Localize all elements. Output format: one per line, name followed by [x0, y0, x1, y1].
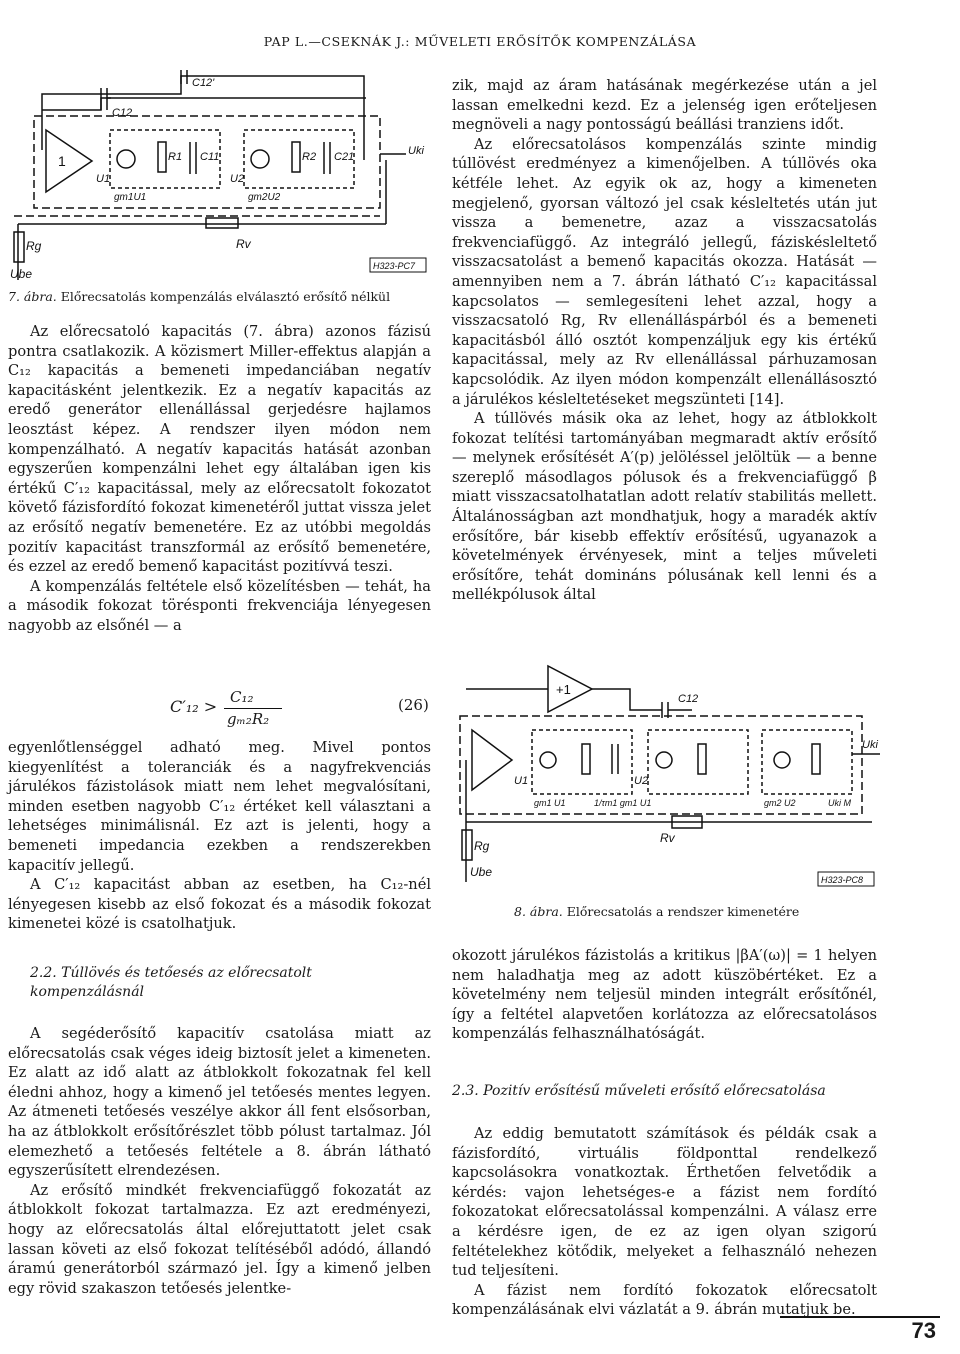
svg-text:R2: R2 — [302, 151, 317, 163]
paragraph: Az erősítő mindkét frekvenciafüggő fokozatát az átblokkolt fokozat tartalmazza. Ez azt eredményezi, hogy az előrecsatolás által előrejuttatott jelet csak lassan követi az első fokozat telítéséből adódó, állandó áramú generátorból származó jel. Így a kimenő jelben egy rövid szakaszon tetőesés jelentke- — [8, 1181, 431, 1297]
paragraph: A C′₁₂ kapacitást abban az esetben, ha C₁₂-nél lényegesen kisebb az első fokozat és a második fokozat kimenetei közé is csatolhatjuk. — [8, 876, 431, 933]
paragraph: Az eddig bemutatott számítások és példák csak a fázisfordító, virtuális földponttal rendelkező kapcsolásokra vonatkoztak. Érthetően felvetődik a kérdés: vajon lehetséges-e a fázist nem fordító fokozatokat előrecsatolással kompenzálni. A válasz erre a kérdésre igen, de ez az igen olyan szigorú feltételekhez kötődik, melyeket a felhasználó nehezen tud teljesíteni. — [452, 1125, 877, 1280]
svg-text:C12': C12' — [192, 77, 215, 89]
figure-7-caption — [8, 289, 390, 304]
svg-text:R1: R1 — [168, 151, 183, 163]
figure-7-number: 7. ábra. — [8, 289, 57, 304]
figure-8-number: 8. ábra. — [514, 904, 563, 919]
svg-text:Rg: Rg — [26, 239, 42, 253]
svg-text:1/τm1 gm1 U1: 1/τm1 gm1 U1 — [594, 798, 652, 808]
svg-text:Ube: Ube — [10, 267, 33, 281]
svg-text:H323-PC8: H323-PC8 — [821, 875, 864, 885]
left-column-middle — [8, 738, 431, 934]
paragraph: Az előrecsatolásos kompenzálás szinte mindig túllövést eredményez a kimenőjelben. A túllövés oka kétféle lehet. Az egyik ok az, hogy a kimeneten megjelenő, gyorsan változó jel csak késleltetés után jut vissza a bemenetre, azaz a visszacsatolás frekvenciafüggő. Az integráló jellegű, fáziskésleltető visszacsatolást a bemenő kapacitás okozza. Hatását — amennyiben nem a 7. ábrán látható C′₁₂ kapacitással kapcsolatos — semlegesíteni lehet azzal, hogy a visszacsatoló Rg, Rv ellenálláspárból és a bemeneti kapacitásból álló osztót kompenzáljuk egy kis értékű kapacitással, mely az Rv ellenállással párhuzamosan kapcsolódik. Az ilyen módon kompenzált ellenállásosztó a járulékos késleltetéseket megszünteti [14]. — [452, 135, 877, 408]
svg-text:gm1U1: gm1U1 — [114, 192, 147, 203]
figure-7-schematic — [6, 70, 430, 282]
svg-text:C11: C11 — [200, 151, 220, 163]
paragraph: A kompenzálás feltétele első közelítésben — tehát, ha a második fokozat törésponti frekvenciája lényegesen nagyobb az elsőnél — a — [8, 577, 431, 634]
svg-text:C12: C12 — [112, 107, 133, 119]
paragraph: egyenlőtlenséggel adható meg. Mivel pontos kiegyenlítést a toleranciák és a nagyfrekvenciás járulékos fázistolások miatt nem lehet megvalósítani, minden esetben nagyobb C′₁₂ értéket kell választani a lehetséges minimálisnál. Ez azt is jelenti, hogy a bemeneti impedancia ezekben a rendszerekben kapacitív jellegű. — [8, 739, 431, 874]
svg-text:C12: C12 — [678, 693, 699, 705]
right-column-bottom — [452, 1124, 877, 1320]
figure-8-caption-text: Előrecsatolás a rendszer kimenetére — [566, 904, 800, 919]
svg-text:U2: U2 — [634, 775, 649, 787]
paragraph: okozott járulékos fázistolás a kritikus |βA′(ω)| = 1 helyen nem haladhatja meg az adott küszöbértéket. Ez a követelmény nem teljesül minden integrált erősítőnél, így a feltétel alapvetően korlátozza az előrecsatolásos kompenzálás felhasználhatóságát. — [452, 947, 877, 1043]
svg-text:gm2 U2: gm2 U2 — [764, 798, 796, 808]
svg-text:Uki: Uki — [862, 739, 878, 751]
formula-denominator: gₘ₂R₂ — [227, 710, 270, 728]
paragraph: A túllövés másik oka az lehet, hogy az átblokkolt fokozat telítési tartományában megmaradt aktív erősítő — melynek erősítését A′(p) jelöléssel jelöltük — a benne szereplő másodlagos pólusok és a frekvenciafüggő β miatt visszacsatolhatatlan adott relatív stabilitás mellett. Általánosságban azt mondhatjuk, hogy a maradék aktív erősítőre, bár kisebb effektív erősítésű, ugyanazok a követelmények érvényesek, mint a teljes műveleti erősítőre, tehát domináns pólusának kell lenni és a mellékpólusok által — [452, 410, 877, 604]
fraction-bar — [224, 708, 282, 709]
section-2-2-heading: 2.2. Túllövés és tetőesés az előrecsatolt kompenzálásnál — [30, 965, 312, 1000]
page-number: 73 — [911, 1318, 936, 1343]
svg-text:C21: C21 — [334, 151, 355, 163]
paragraph: Az előrecsatoló kapacitás (7. ábra) azonos fázisú pontra csatlakozik. A közismert Miller-effektus alapján a C₁₂ kapacitás a bemeneti impedanciában negatív kapacitásként jelentkezik. Ez a negatív kapacitás az eredő generátor ellenállással gerjedésre hajlamos leosztást képez. A rendszer ilyen módon nem kompenzálható. A negatív kapacitás hatását azonban egyszerűen kompenzálni lehet egy általában igen kis értékű C′₁₂ kapacitással, mely az előrecsatolt fokozatot követő fázisfordító fokozat kimenetéről juttat vissza jelet az erősítő negatív bemenetére. Ez az utóbbi megoldás pozitív kapacitást transzformál az erősítő bemenetére, és ezzel az eredő bemenő kapacitást pozitívvá teszi. — [8, 323, 431, 576]
paragraph: A fázist nem fordító fokozatok előrecsatolt kompenzálásának elvi vázlatát a 9. ábrán mutatjuk be. — [452, 1281, 877, 1319]
svg-text:Rv: Rv — [660, 831, 675, 845]
formula-numerator: C₁₂ — [230, 688, 254, 706]
svg-text:H323-PC7: H323-PC7 — [373, 261, 416, 271]
figure-7-caption-text: Előrecsatolás kompenzálás elválasztó erősítő nélkül — [60, 289, 391, 304]
paragraph: A segéderősítő kapacitív csatolása miatt az előrecsatolás csak véges ideig biztosít jelet a kimeneten. Ez alatt az idő alatt az átblokkolt fokozatnak fel kell éledni ahhoz, hogy a kimenő jel tetőesés mentes legyen. Az átmeneti tetőesés veszélye akkor áll fent elsősorban, ha az átblokkolt erősítőrészlet több pólust tartalmaz. Jól elemezhető a tetőesés feltétele a 8. ábrán látható egyszerűsített elrendezésen. — [8, 1025, 431, 1180]
right-column-top — [452, 76, 877, 605]
svg-text:1: 1 — [58, 153, 66, 169]
section-2-3-heading: 2.3. Pozitív erősítésű műveleti erősítő előrecsatolása — [452, 1083, 826, 1099]
left-column-top — [8, 322, 431, 636]
figure-8-schematic — [452, 660, 882, 890]
svg-text:Uki M: Uki M — [828, 798, 851, 808]
left-column-bottom — [8, 1024, 431, 1298]
right-column-middle — [452, 946, 877, 1044]
svg-text:U1: U1 — [514, 775, 529, 787]
paragraph: zik, majd az áram hatásának megérkezése után a jel lassan emelkedni kezd. Ez a jelenség igen erőteljesen megnöveli a nagy pontosságú beállási tranziens időt. — [452, 77, 877, 134]
svg-text:Rv: Rv — [236, 237, 251, 251]
svg-text:+1: +1 — [556, 682, 571, 697]
formula-lhs: C′₁₂ > — [170, 697, 218, 716]
svg-text:gm1 U1: gm1 U1 — [534, 798, 566, 808]
equation-number: (26) — [398, 696, 429, 714]
svg-text:gm2U2: gm2U2 — [248, 192, 281, 203]
figure-8-caption — [514, 904, 799, 919]
running-header: PAP L.—CSEKNÁK J.: MŰVELETI ERŐSÍTŐK KOMPENZÁLÁSA — [263, 34, 697, 49]
svg-text:Rg: Rg — [474, 839, 490, 853]
svg-text:Ube: Ube — [470, 865, 493, 879]
equation-26 — [170, 688, 430, 728]
svg-text:U1: U1 — [96, 173, 111, 185]
svg-text:U2: U2 — [230, 173, 245, 185]
svg-text:Uki: Uki — [408, 145, 424, 157]
